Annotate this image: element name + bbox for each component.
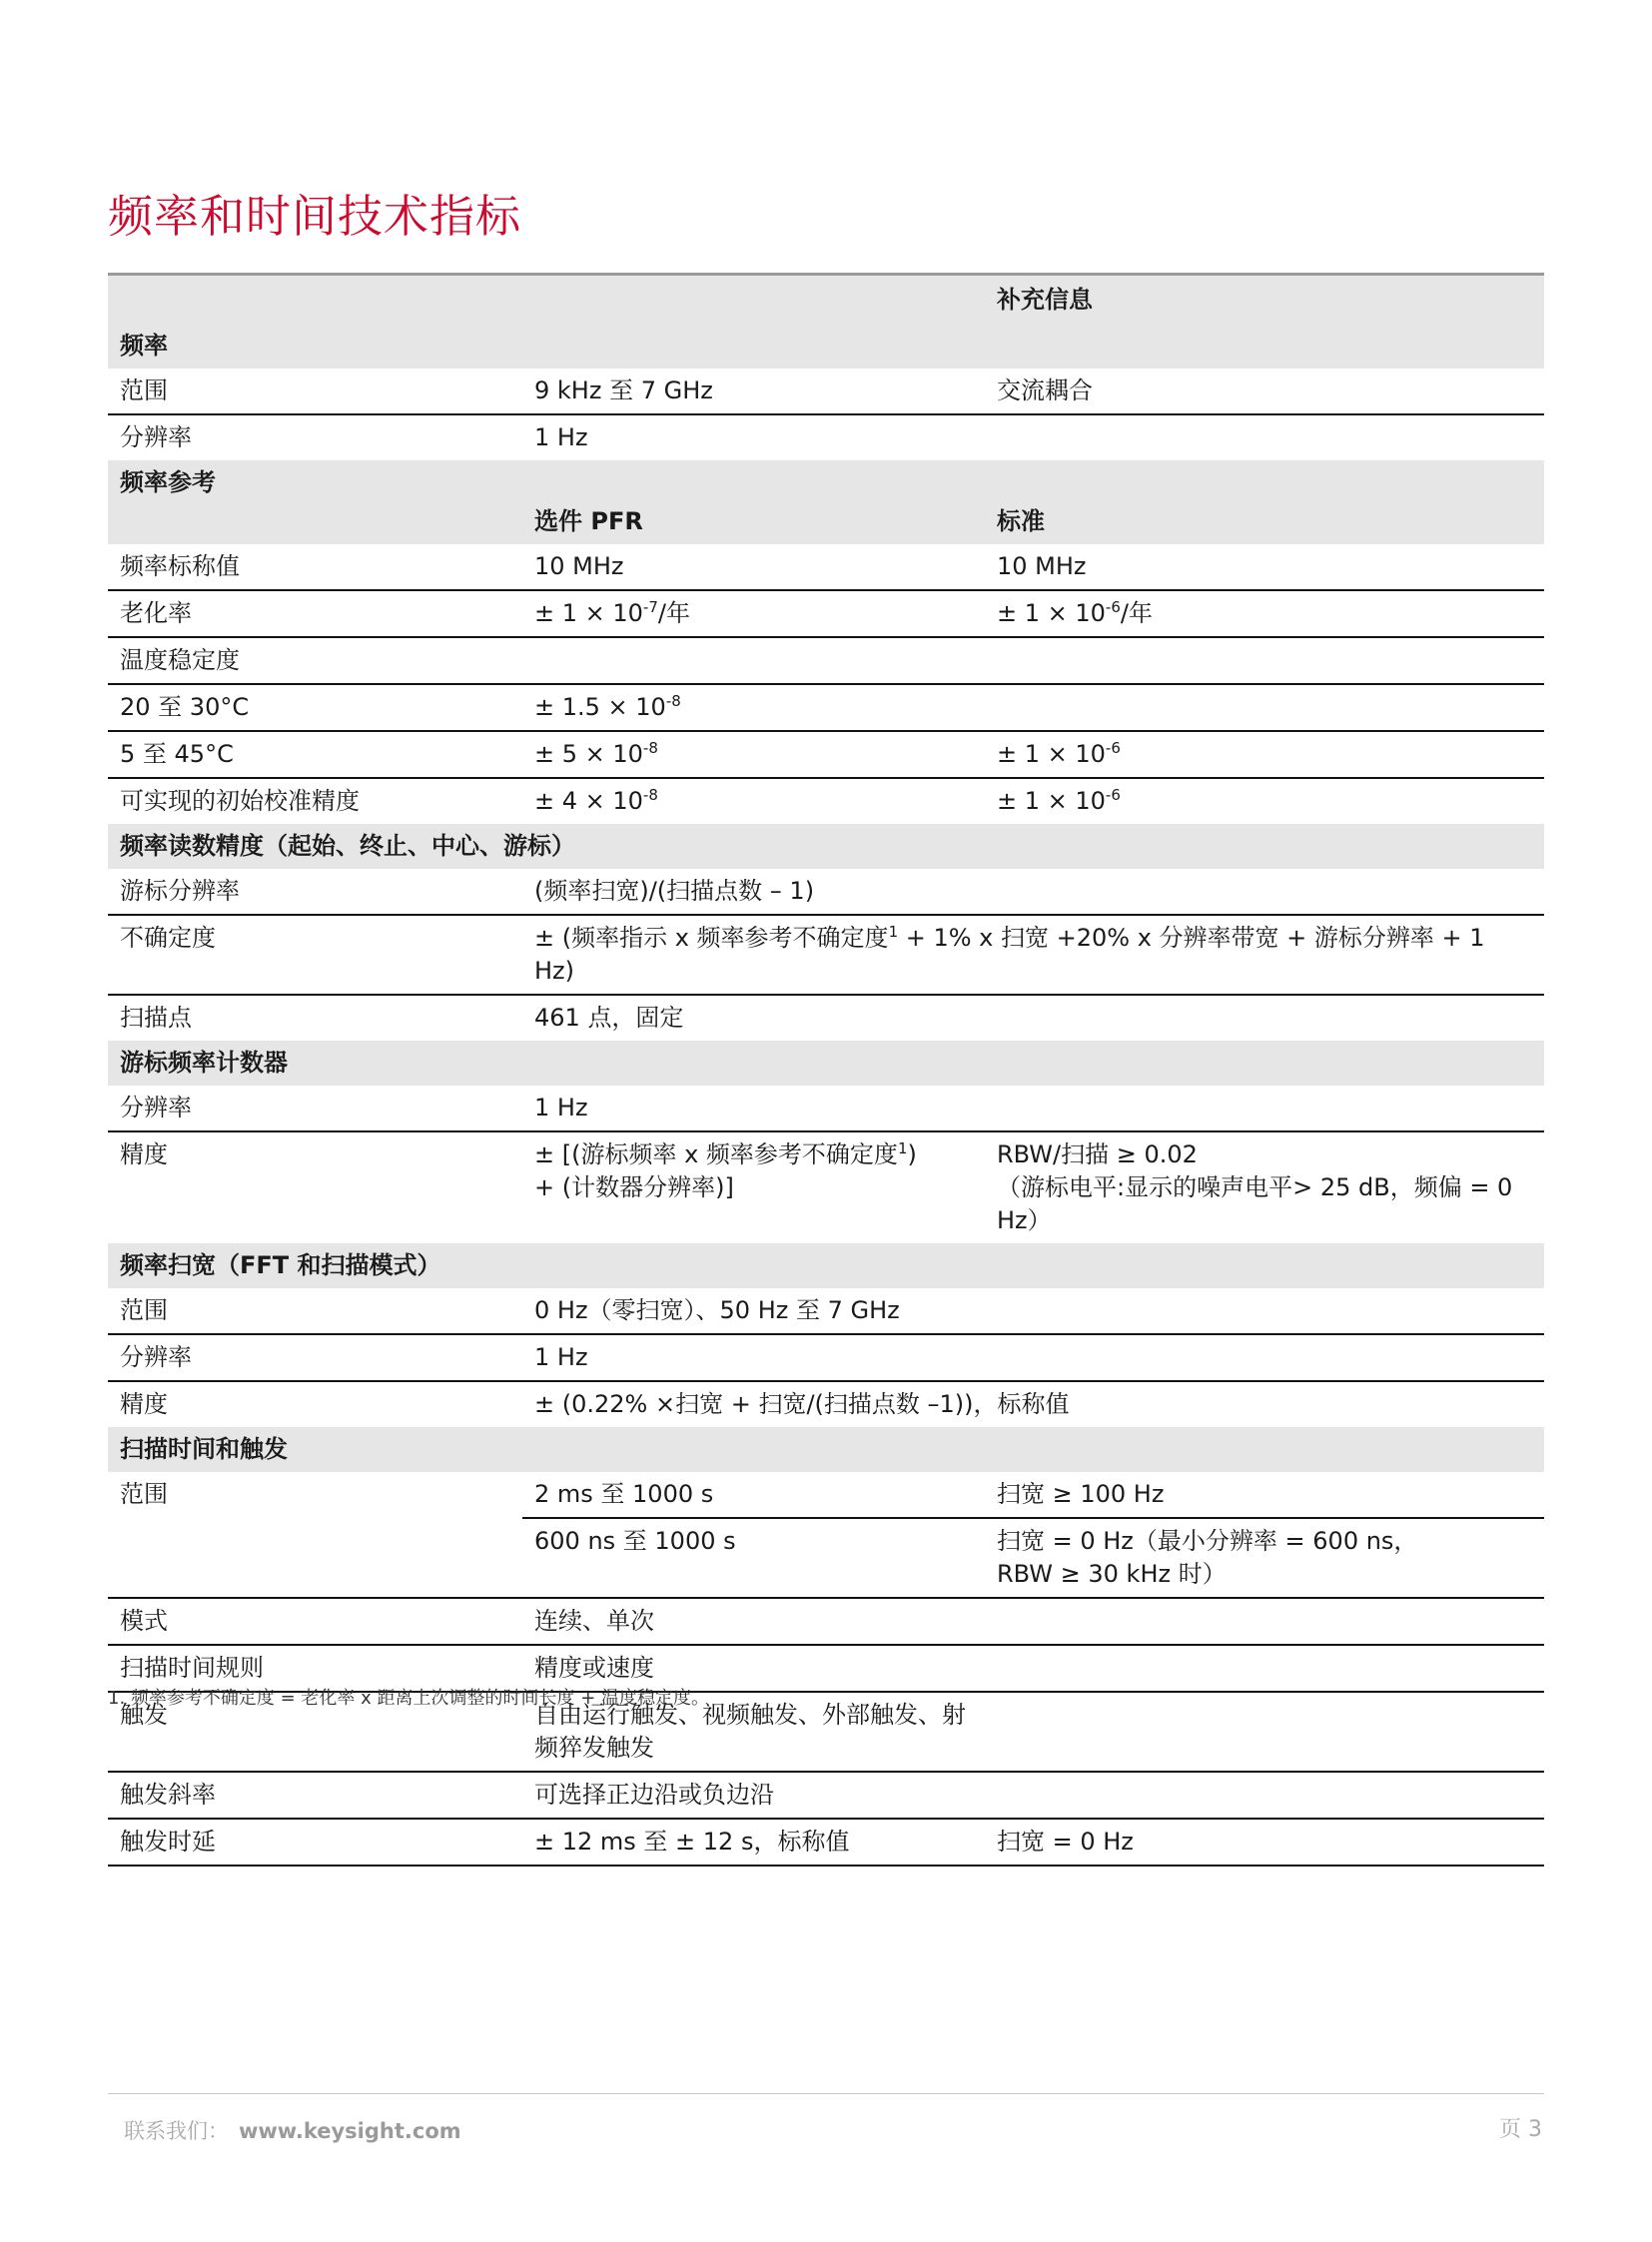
row-note: 扫宽 ≥ 100 Hz bbox=[985, 1472, 1544, 1518]
section-marker-counter bbox=[108, 1041, 1544, 1086]
row-label: 分辨率 bbox=[108, 1334, 522, 1381]
row-label: 精度 bbox=[120, 1390, 168, 1418]
row-label: 分辨率 bbox=[108, 1086, 522, 1131]
page-title: 频率和时间技术指标 bbox=[108, 190, 522, 243]
row-label: 范围 bbox=[108, 1288, 522, 1334]
row-label: 老化率 bbox=[108, 590, 522, 637]
row-value: 10 MHz bbox=[522, 544, 985, 590]
table-row bbox=[108, 1598, 1544, 1645]
footer-divider bbox=[108, 2093, 1544, 2094]
table-row bbox=[108, 590, 1544, 637]
row-value: 1 Hz bbox=[522, 1334, 1544, 1381]
row-value: 600 ns 至 1000 s bbox=[522, 1518, 985, 1598]
row-value: 连续、单次 bbox=[522, 1598, 1544, 1645]
row-value: ± $5 \times 10^{-8}$ bbox=[522, 731, 985, 778]
row-value: ± (频率指示 x 频率参考不确定度$^1$ + 1% x 扫宽 +20% x 分辨率带宽 + 游标分辨率 + 1 Hz) bbox=[522, 915, 1544, 995]
row-value: ± $4 \times 10^{-8}$ bbox=[534, 786, 658, 815]
table-row bbox=[108, 869, 1544, 915]
table-row bbox=[108, 1819, 1544, 1866]
section-title: 频率 bbox=[108, 324, 1544, 369]
footer-contact bbox=[124, 2115, 461, 2145]
table-row bbox=[108, 1131, 1544, 1243]
table-row bbox=[108, 1381, 1544, 1427]
row-label: 可实现的初始校准精度 bbox=[120, 787, 360, 815]
row-label: 扫描点 bbox=[120, 1004, 192, 1032]
row-label: 不确定度 bbox=[108, 915, 522, 995]
contact-label: 联系我们： bbox=[124, 2119, 229, 2143]
table-row bbox=[108, 731, 1544, 778]
table-row bbox=[108, 778, 1544, 824]
row-value: 1 Hz bbox=[534, 423, 588, 451]
row-note: ± $1 \times 10^{-6}/$年 bbox=[985, 590, 1544, 637]
section-title: 扫描时间和触发 bbox=[108, 1427, 1544, 1472]
table-row bbox=[108, 544, 1544, 590]
row-value: 461 点，固定 bbox=[534, 1004, 684, 1032]
row-label: 触发时延 bbox=[108, 1819, 522, 1866]
section-sweep-trigger bbox=[108, 1427, 1544, 1472]
row-note: 10 MHz bbox=[985, 544, 1544, 590]
subheader-standard: 标准 bbox=[985, 505, 1544, 544]
subheader-row bbox=[108, 505, 1544, 544]
row-value: ± (0.22% ×扫宽 + 扫宽/(扫描点数 –1))，标称值 bbox=[534, 1390, 1070, 1418]
row-note: ± $1 \times 10^{-6}$ bbox=[997, 786, 1121, 815]
table-row bbox=[108, 414, 1544, 460]
spec-table bbox=[108, 273, 1544, 1867]
table-row bbox=[108, 995, 1544, 1041]
section-title: 频率扫宽（FFT 和扫描模式） bbox=[108, 1243, 1544, 1288]
table-row bbox=[108, 369, 1544, 414]
row-value: ± [(游标频率 x 频率参考不确定度$^1$) + (计数器分辨率)] bbox=[534, 1139, 917, 1201]
section-title: 游标频率计数器 bbox=[108, 1041, 1544, 1086]
row-value: ± $1.5 \times 10^{-8}$ bbox=[522, 684, 985, 731]
table-row bbox=[108, 684, 1544, 731]
row-label: 范围 bbox=[108, 1472, 522, 1598]
row-note: RBW/扫描 ≥ 0.02 （游标电平:显示的噪声电平> 25 dB，频偏 = 0 Hz） bbox=[997, 1140, 1513, 1234]
table-row bbox=[108, 637, 1544, 684]
website-link[interactable]: www.keysight.com bbox=[239, 2119, 461, 2143]
row-value: ± 12 ms 至 ± 12 s，标称值 bbox=[522, 1819, 985, 1866]
row-note: 扫宽 = 0 Hz（最小分辨率 = 600 ns， RBW ≥ 30 kHz 时） bbox=[985, 1518, 1544, 1598]
row-label: 20 至 30°C bbox=[108, 684, 522, 731]
section-title: 频率参考 bbox=[108, 460, 1544, 505]
row-note: 交流耦合 bbox=[985, 369, 1544, 414]
row-note: 扫宽 = 0 Hz bbox=[985, 1819, 1544, 1866]
table-header-row bbox=[108, 275, 1544, 325]
table-row bbox=[108, 1472, 1544, 1518]
row-label: 模式 bbox=[108, 1598, 522, 1645]
row-value: 9 kHz 至 7 GHz bbox=[522, 369, 985, 414]
row-label: 游标分辨率 bbox=[108, 869, 522, 915]
subheader-option: 选件 PFR bbox=[522, 505, 985, 544]
row-label: 触发 bbox=[108, 1692, 522, 1772]
section-readout-accuracy bbox=[108, 824, 1544, 869]
section-title: 频率读数精度（起始、终止、中心、游标） bbox=[108, 824, 1544, 869]
row-label: 5 至 45°C bbox=[108, 731, 522, 778]
row-value: (频率扫宽)/(扫描点数 – 1) bbox=[522, 869, 1544, 915]
row-label: 分辨率 bbox=[120, 423, 192, 451]
row-value: 2 ms 至 1000 s bbox=[522, 1472, 985, 1518]
table-row bbox=[108, 1288, 1544, 1334]
header-supplement: 补充信息 bbox=[985, 275, 1544, 325]
row-value: 0 Hz（零扫宽）、50 Hz 至 7 GHz bbox=[522, 1288, 1544, 1334]
row-label: 温度稳定度 bbox=[108, 637, 522, 684]
row-label: 范围 bbox=[108, 369, 522, 414]
row-value: ± $1 \times 10^{-7}/$年 bbox=[522, 590, 985, 637]
row-value: 精度或速度 bbox=[522, 1645, 1544, 1692]
row-value: 可选择正边沿或负边沿 bbox=[522, 1772, 1544, 1819]
section-span bbox=[108, 1243, 1544, 1288]
section-frequency bbox=[108, 324, 1544, 369]
row-note: ± $1 \times 10^{-6}$ bbox=[985, 731, 1544, 778]
row-label: 触发斜率 bbox=[108, 1772, 522, 1819]
row-label: 精度 bbox=[120, 1140, 168, 1168]
table-row bbox=[108, 1086, 1544, 1131]
footnote: 1. 频率参考不确定度 = 老化率 x 距离上次调整的时间长度 + 温度稳定度。 bbox=[108, 1688, 710, 1709]
section-frequency-reference bbox=[108, 460, 1544, 505]
row-value: 自由运行触发、视频触发、外部触发、射 频猝发触发 bbox=[522, 1692, 985, 1772]
table-row bbox=[108, 1334, 1544, 1381]
row-label: 频率标称值 bbox=[108, 544, 522, 590]
table-row bbox=[108, 1772, 1544, 1819]
row-label: 扫描时间规则 bbox=[108, 1645, 522, 1692]
table-row bbox=[108, 915, 1544, 995]
page-number: 页 3 bbox=[1499, 2117, 1542, 2142]
row-value: 1 Hz bbox=[522, 1086, 985, 1131]
